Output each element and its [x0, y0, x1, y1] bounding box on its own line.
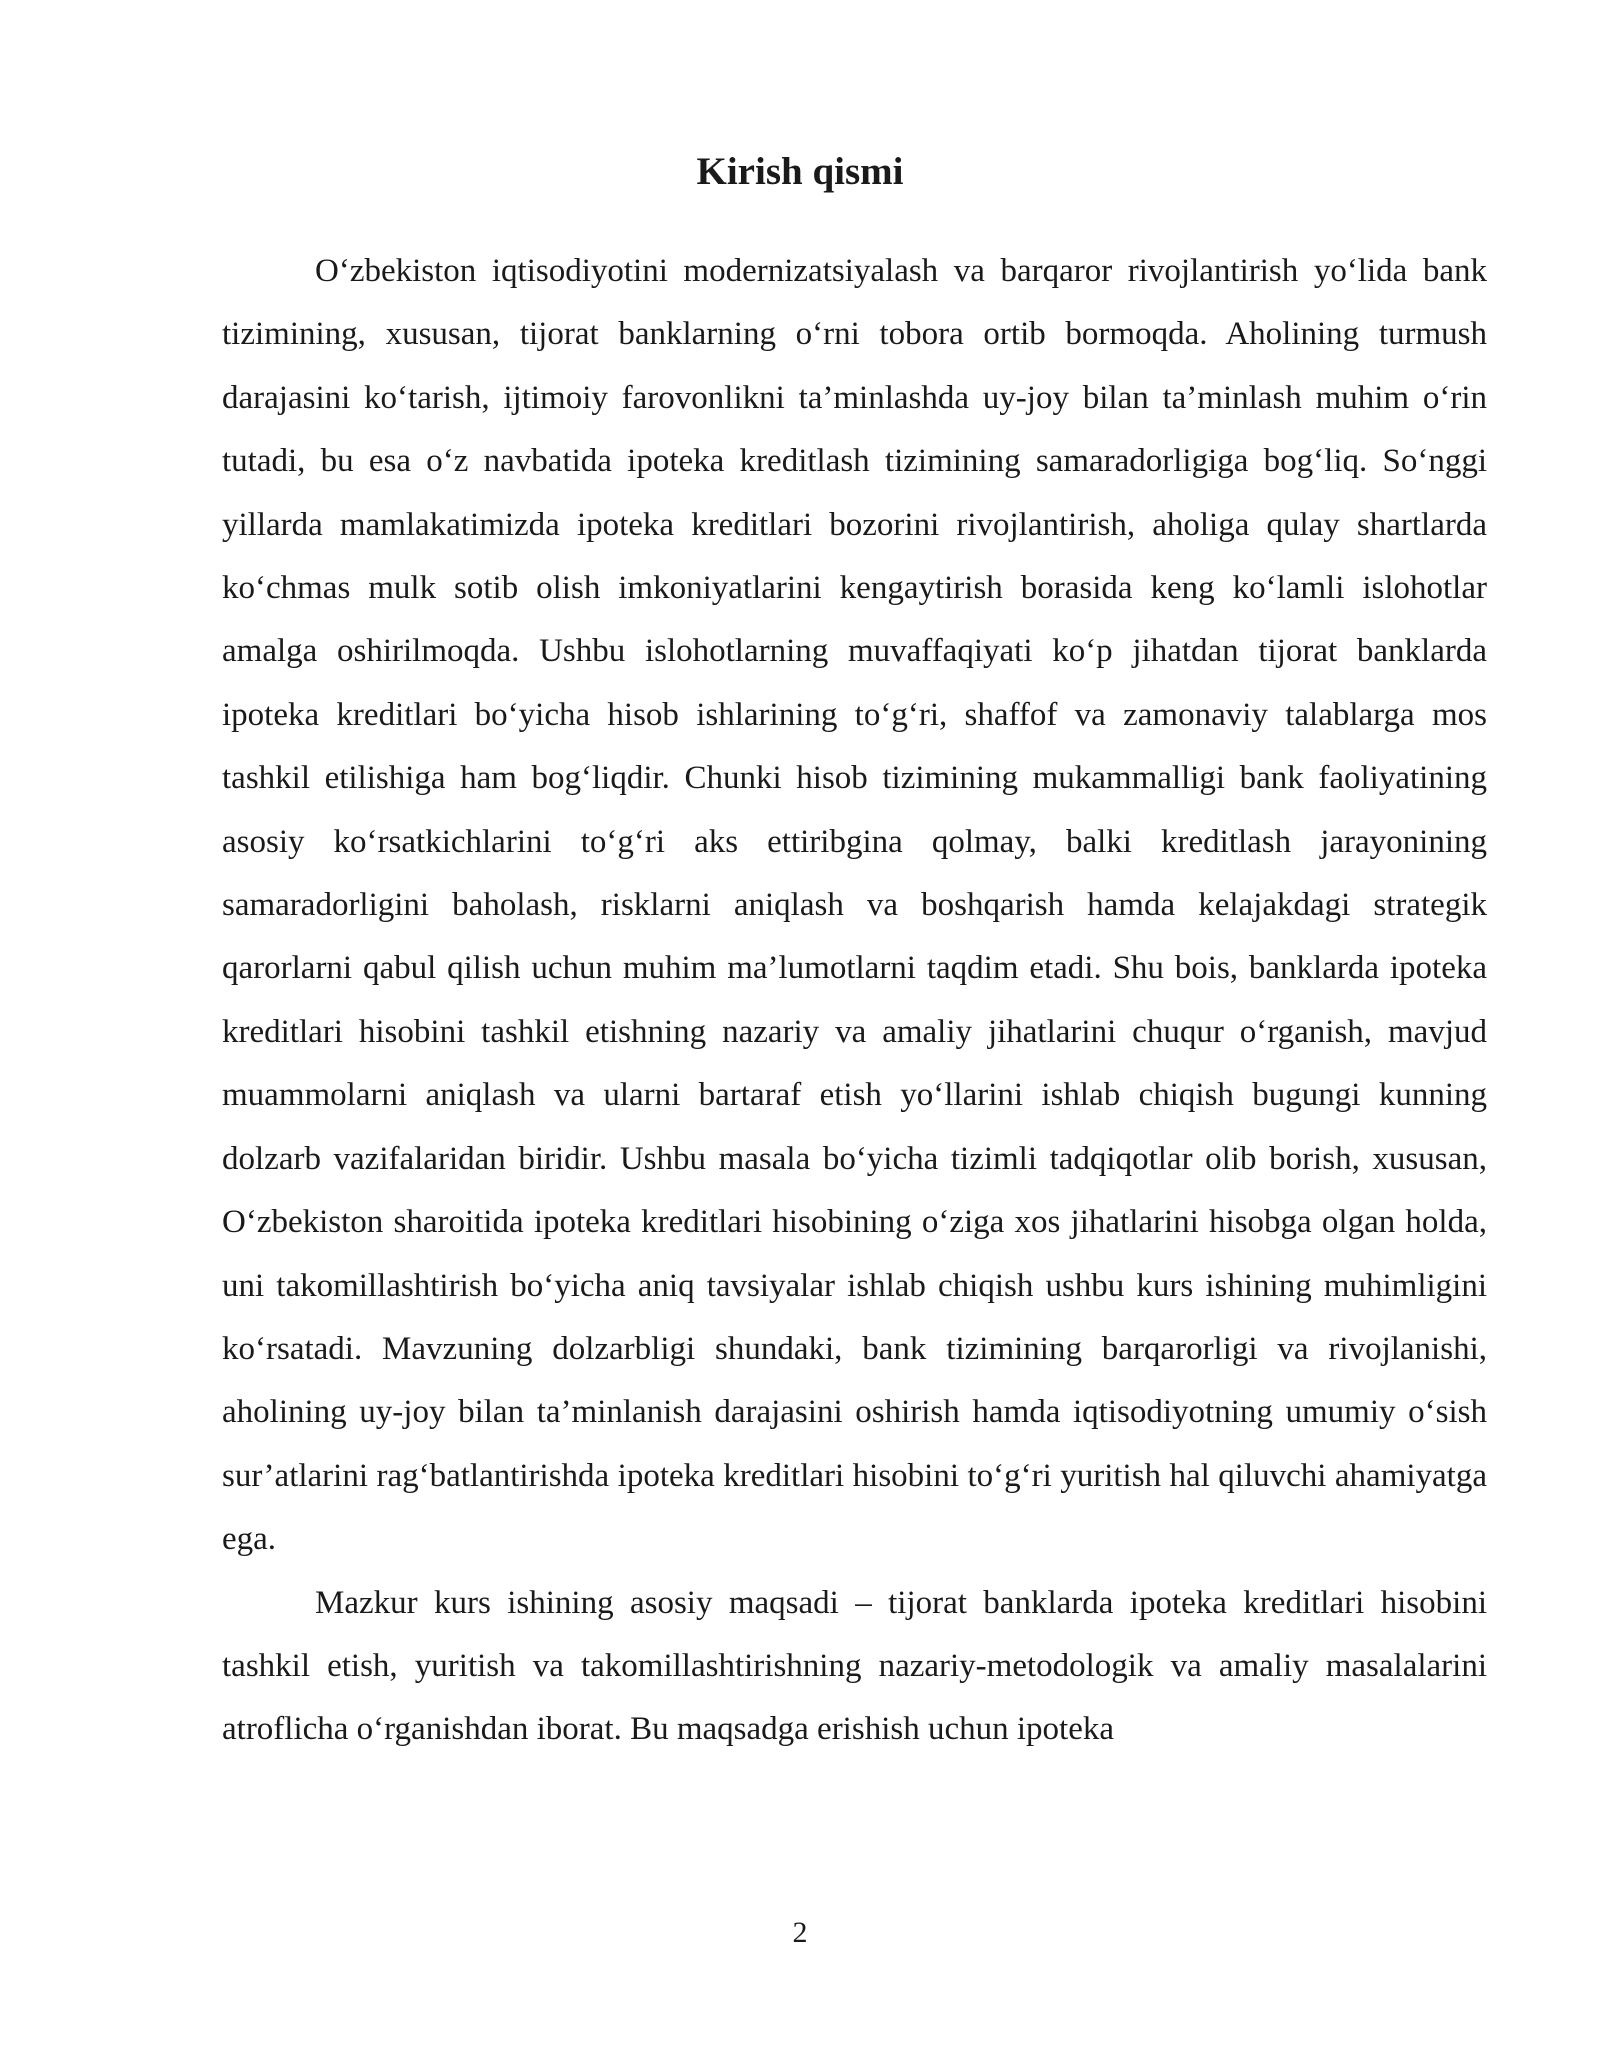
paragraph-introduction: O‘zbekiston iqtisodiyotini modernizatsiyalash va barqaror rivojlantirish yo‘lida bank tizimining, xususan, tijorat banklarning o‘rni tobora ortib bormoqda. Aholining turmush darajasini ko‘tarish, ijtimoiy farovonlikni ta’minlashda uy-joy bilan ta’minlash muhim o‘rin tutadi, bu esa o‘z navbatida ipoteka kreditlash tizimining samaradorligiga bog‘liq. So‘nggi yillarda mamlakatimizda ipoteka kreditlari bozorini rivojlantirish, aholiga qulay shartlarda ko‘chmas mulk sotib olish imkoniyatlarini kengaytirish borasida keng ko‘lamli islohotlar amalga oshirilmoqda. Ushbu islohotlarning muvaffaqiyati ko‘p jihatdan tijorat banklarda ipoteka kreditlari bo‘yicha hisob ishlarining to‘g‘ri, shaffof va zamonaviy talablarga mos tashkil etilishiga ham bog‘liqdir. Chunki hisob tizimining mukammalligi bank faoliyatining asosiy ko‘rsatkichlarini to‘g‘ri aks ettiribgina qolmay, balki kreditlash jarayonining samaradorligini baholash, risklarni aniqlash va boshqarish hamda kelajakdagi strategik qarorlarni qabul qilish uchun muhim ma’lumotlarni taqdim etadi. Shu bois, banklarda ipoteka kreditlari hisobini tashkil etishning nazariy va amaliy jihatlarini chuqur o‘rganish, mavjud muammolarni aniqlash va ularni bartaraf etish yo‘llarini ishlab chiqish bugungi kunning dolzarb vazifalaridan biridir. Ushbu masala bo‘yicha tizimli tadqiqotlar olib borish, xususan, O‘zbekiston sharoitida ipoteka kreditlari hisobining o‘ziga xos jihatlarini hisobga olgan holda, uni takomillashtirish bo‘yicha aniq tavsiyalar ishlab chiqish ushbu kurs ishining muhimligini ko‘rsatadi. Mavzuning dolzarbligi shundaki, bank tizimining barqarorligi va rivojlanishi, aholining uy-joy bilan ta’minlanish darajasini oshirish hamda iqtisodiyotning umumiy o‘sish sur’atlarini rag‘batlantirishda ipoteka kreditlari hisobini to‘g‘ri yuritish hal qiluvchi ahamiyatga ega. [222, 253, 1487, 1558]
paragraph-purpose: Mazkur kurs ishining asosiy maqsadi – tijorat banklarda ipoteka kreditlari hisobini tashkil etish, yuritish va takomillashtirishning nazariy-metodologik va amaliy masalalarini atroflicha o‘rganishdan iborat. Bu maqsadga erishish uchun ipoteka [222, 1584, 1487, 1748]
body-text [222, 240, 1487, 1762]
section-title: Kirish qismi [696, 150, 904, 193]
page-number: 2 [792, 1916, 808, 1949]
